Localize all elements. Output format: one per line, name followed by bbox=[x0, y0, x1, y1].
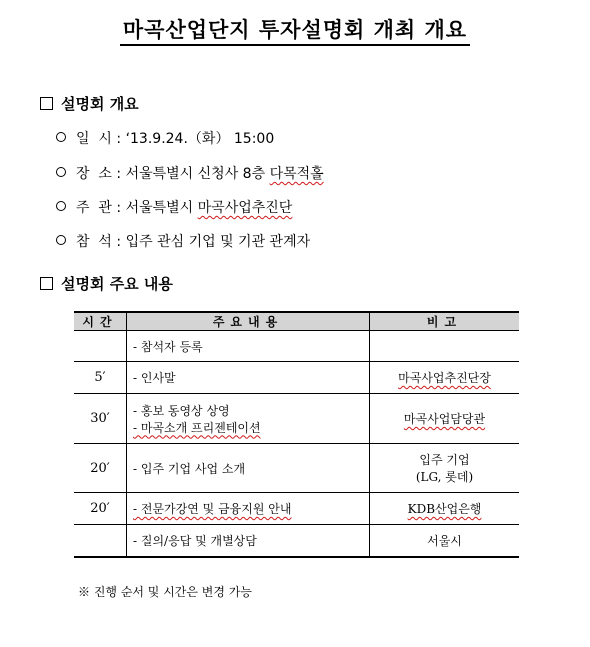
note-line: 입주 기업 bbox=[419, 453, 470, 467]
circle-bullet-icon bbox=[56, 235, 66, 245]
square-bullet-icon bbox=[40, 277, 53, 290]
cell-time: 30′ bbox=[74, 394, 127, 444]
overview-item-place: 장 소 : 서울특별시 신청사 8층 다목적홀 bbox=[56, 163, 324, 183]
circle-bullet-icon bbox=[56, 132, 66, 142]
cell-content bbox=[127, 493, 370, 525]
note-line: 마곡사업추진단장 bbox=[398, 371, 491, 385]
cell-time bbox=[74, 525, 127, 557]
content-line: - 인사말 bbox=[133, 371, 176, 385]
cell-content bbox=[127, 331, 370, 362]
footnote: ※ 진행 순서 및 시간은 변경 가능 bbox=[78, 585, 252, 599]
cell-note bbox=[370, 394, 520, 444]
overview-item-host: 주 관 : 서울특별시 마곡사업추진단 bbox=[56, 197, 292, 217]
item-label: 주 관 bbox=[76, 200, 112, 216]
cell-note bbox=[370, 444, 520, 493]
cell-time: 5′ bbox=[74, 362, 127, 394]
overview-item-attendees: 참 석 : 입주 관심 기업 및 기관 관계자 bbox=[56, 231, 310, 251]
content-line: - 참석자 등록 bbox=[133, 339, 203, 354]
item-label: 장 소 bbox=[76, 166, 112, 182]
column-header-note: 비고 bbox=[370, 312, 520, 331]
table-row bbox=[74, 394, 519, 444]
content-line: - 질의/응답 및 개별상담 bbox=[133, 533, 257, 548]
item-value: 입주 관심 기업 및 기관 관계자 bbox=[125, 234, 311, 250]
program-table bbox=[74, 311, 519, 558]
cell-note bbox=[370, 362, 520, 394]
cell-note bbox=[370, 331, 520, 362]
cell-time: 20′ bbox=[74, 493, 127, 525]
cell-time: 20′ bbox=[74, 444, 127, 493]
section-overview-heading: 설명회 개요 bbox=[61, 95, 139, 113]
table-header-row bbox=[74, 312, 519, 331]
cell-time bbox=[74, 331, 127, 362]
document-title-text: 마곡산업단지 투자설명회 개최 개요 bbox=[120, 18, 470, 46]
section-contents-heading: 설명회 주요 내용 bbox=[61, 275, 173, 293]
table-row bbox=[74, 444, 519, 493]
item-value-marked: 다목적홀 bbox=[269, 166, 324, 182]
square-bullet-icon bbox=[40, 97, 53, 110]
cell-content bbox=[127, 444, 370, 493]
cell-content bbox=[127, 394, 370, 444]
overview-item-datetime: 일 시 : ‘13.9.24.（화） 15:00 bbox=[56, 128, 274, 148]
table-row bbox=[74, 362, 519, 394]
content-line: - 전문가강연 및 금융지원 안내 bbox=[133, 502, 292, 516]
section-overview bbox=[40, 93, 139, 114]
cell-content bbox=[127, 362, 370, 394]
note-line: (LG, 롯데) bbox=[415, 470, 474, 484]
column-header-time: 시간 bbox=[74, 312, 127, 331]
table-row bbox=[74, 331, 519, 362]
circle-bullet-icon bbox=[56, 167, 66, 177]
document-title bbox=[0, 14, 590, 44]
cell-note bbox=[370, 525, 520, 557]
note-line: 마곡사업담당관 bbox=[403, 412, 486, 426]
item-value-marked: 마곡사업추진단 bbox=[197, 200, 293, 216]
circle-bullet-icon bbox=[56, 201, 66, 211]
content-line: - 입주 기업 사업 소개 bbox=[133, 461, 246, 476]
table-row bbox=[74, 525, 519, 557]
table-row bbox=[74, 493, 519, 525]
item-value: ‘13.9.24.（화） 15:00 bbox=[125, 131, 275, 147]
note-line: KDB산업은행 bbox=[407, 502, 482, 516]
column-header-content: 주요내용 bbox=[127, 312, 370, 331]
section-contents bbox=[40, 273, 173, 294]
note-line: 서울시 bbox=[427, 533, 462, 548]
item-label: 일 시 bbox=[76, 131, 112, 147]
item-label: 참 석 bbox=[76, 234, 112, 250]
cell-content bbox=[127, 525, 370, 557]
item-value: 서울특별시 bbox=[125, 200, 198, 216]
item-value: 서울특별시 신청사 8층 bbox=[125, 166, 270, 182]
content-line: - 홍보 동영상 상영 bbox=[133, 403, 230, 418]
cell-note bbox=[370, 493, 520, 525]
content-line: - 마곡소개 프리젠테이션 bbox=[133, 420, 261, 435]
